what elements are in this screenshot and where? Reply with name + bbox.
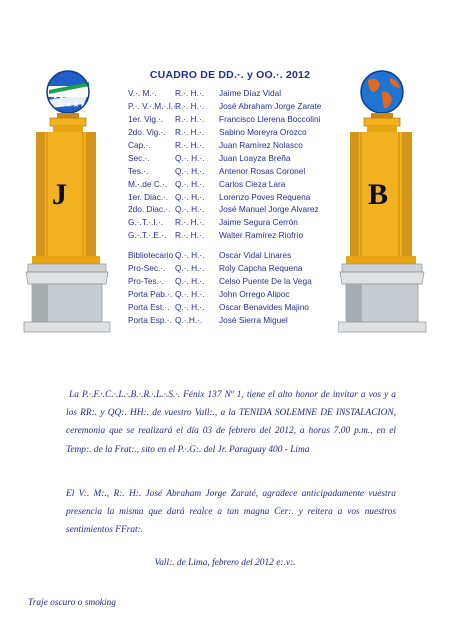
left-column-j — [22, 70, 112, 340]
officer-role: Porta Esp.·. — [128, 314, 172, 325]
officer-name: Francisco Llerena Boccolini — [219, 114, 321, 125]
officer-rank: Q.·. H.·. — [175, 191, 205, 202]
officer-role: 2do. Diac.·. — [128, 204, 171, 215]
roster-row — [128, 190, 358, 203]
roster-row — [128, 203, 358, 216]
officer-role: 1er. Vig.·. — [128, 114, 164, 125]
officer-name: José Sierra Miguel — [219, 314, 288, 325]
officer-name: José Abraham Jorge Zarate — [219, 101, 322, 112]
officer-rank: R.·. H.·. — [175, 140, 205, 150]
roster-row — [128, 126, 358, 139]
roster-row — [128, 100, 358, 113]
officer-rank: Q.·. H.·. — [175, 178, 205, 189]
officer-role: Porta Pab.·. — [128, 288, 173, 299]
officer-rank: R.·. H.·. — [175, 101, 205, 112]
right-column-letter: B — [368, 178, 389, 211]
officer-role: P.·. V.·.M.·.I.·. — [128, 101, 179, 112]
officer-role: V.·. M.·. — [128, 88, 157, 99]
roster-row — [128, 313, 358, 326]
roster-row — [128, 177, 358, 190]
roster-row — [128, 113, 358, 126]
officer-role: G.·.T.·.E.·. — [128, 230, 167, 241]
officer-role: M.·.de C.·. — [128, 178, 168, 189]
officers-roster — [128, 87, 358, 326]
invitation-text: La P.·.F.·.C.·.L.·.B.·.R.·.L.·.S.·. Fénix 137 Nº 1, tiene el alto honor de invitar a vos y a los RR:. y QQ:. HH:. de vuestro Vall:., a la TENIDA SOLEMNE DE INSTALACION, ceremonia que se realizará el día 03 de febrero del 2012, a horas 7.00 p.m., en el Temp:. de la Frat:., sito en el P.·.G:. del Jr. Paraguay 400 - Lima — [66, 390, 396, 455]
officer-name: Oscar Vidal Linares — [219, 250, 292, 261]
roster-spacer — [128, 242, 358, 249]
officer-name: Roly Capcha Requena — [219, 263, 303, 274]
officer-rank: R.·. H.·. — [175, 217, 205, 228]
officer-role: Bibliotecario — [128, 250, 174, 261]
left-column-letter: J — [52, 178, 67, 211]
officer-rank: Q.·. H.·. — [175, 288, 205, 299]
officer-name: Antenor Rosas Coronel — [219, 165, 306, 176]
roster-row — [128, 262, 358, 275]
invitation-paragraph-1 — [66, 386, 396, 459]
officer-name: Celso Puente De la Vega — [219, 275, 312, 286]
officer-rank: R.·. H.·. — [175, 230, 205, 241]
roster-row — [128, 249, 358, 262]
place-date: Vall:. de Lima, febrero del 2012 e:.v:. — [154, 558, 296, 568]
svg-text:★★★★: ★★★★ — [58, 100, 87, 109]
officer-name: John Orrego Alipoc — [219, 288, 290, 299]
roster-row — [128, 151, 358, 164]
officer-name: Juan Ramírez Nolasco — [219, 140, 303, 150]
officer-role: 1er. Diac.·. — [128, 191, 169, 202]
officer-name: Juan Loayza Breña — [219, 152, 291, 163]
officer-rank: R.·. H.·. — [175, 114, 205, 125]
officer-rank: Q.·. H.·. — [175, 204, 205, 215]
officer-rank: Q.·. H.·. — [175, 165, 205, 176]
roster-row — [128, 139, 358, 152]
officer-role: Pro-Sec.·. — [128, 263, 166, 274]
roster-row — [128, 216, 358, 229]
officer-name: Oscar Benavides Majino — [219, 301, 309, 312]
officer-name: Walter Ramírez Riofrío — [219, 230, 304, 241]
roster-row — [128, 300, 358, 313]
officer-rank: Q.·.H.·. — [175, 314, 203, 325]
officer-name: Lorenzo Poves Requena — [219, 191, 311, 202]
officer-role: Cap.·. — [128, 140, 151, 150]
officer-role: Tes.·. — [128, 165, 149, 176]
roster-row — [128, 287, 358, 300]
globe-flag-icon — [47, 71, 89, 113]
officer-name: Jaime Díaz Vidal — [219, 88, 282, 99]
svg-text:★★: ★★ — [52, 94, 65, 101]
officer-role: 2do. Vig.·. — [128, 127, 166, 138]
officer-role: Porta Est.·. — [128, 301, 170, 312]
world-globe-icon — [361, 71, 403, 113]
page-title: CUADRO DE DD.·. y OO.·. 2012 — [149, 69, 311, 81]
officer-rank: Q.·. H.·. — [175, 301, 205, 312]
invitation-paragraph-2 — [66, 485, 396, 540]
officer-role: Sec.·. — [128, 152, 150, 163]
roster-row — [128, 87, 358, 100]
officer-name: Sabino Moreyra Orozco — [219, 127, 307, 138]
officer-rank: Q.·. H.·. — [175, 152, 205, 163]
officer-role: G.·.T.·.I.·. — [128, 217, 164, 228]
officer-rank: Q.·. H.·. — [175, 275, 205, 286]
officer-name: José Manuel Jorge Alvarez — [219, 204, 319, 215]
officer-role: Pro-Tes.·. — [128, 275, 164, 286]
officer-name: Jaime Segura Cerrón — [219, 217, 298, 228]
invitation-text: El V:. M:., R:. H:. José Abraham Jorge Zaraté, agradece anticipadamente vuestra presencia la misma que dará realce a tan magna Cer:. y reitera a vos nuestros sentimientos FFrat:. — [66, 489, 396, 536]
roster-row — [128, 229, 358, 242]
officer-rank: R.·. H.·. — [175, 88, 205, 99]
officer-name: Carlos Cieza Lara — [219, 178, 286, 189]
officer-rank: R.·. H.·. — [175, 127, 205, 138]
roster-row — [128, 164, 358, 177]
roster-row — [128, 274, 358, 287]
dress-code: Traje oscuro o smoking — [28, 598, 116, 608]
officer-rank: Q.·. H.·. — [175, 250, 205, 261]
officer-rank: Q.·. H.·. — [175, 263, 205, 274]
